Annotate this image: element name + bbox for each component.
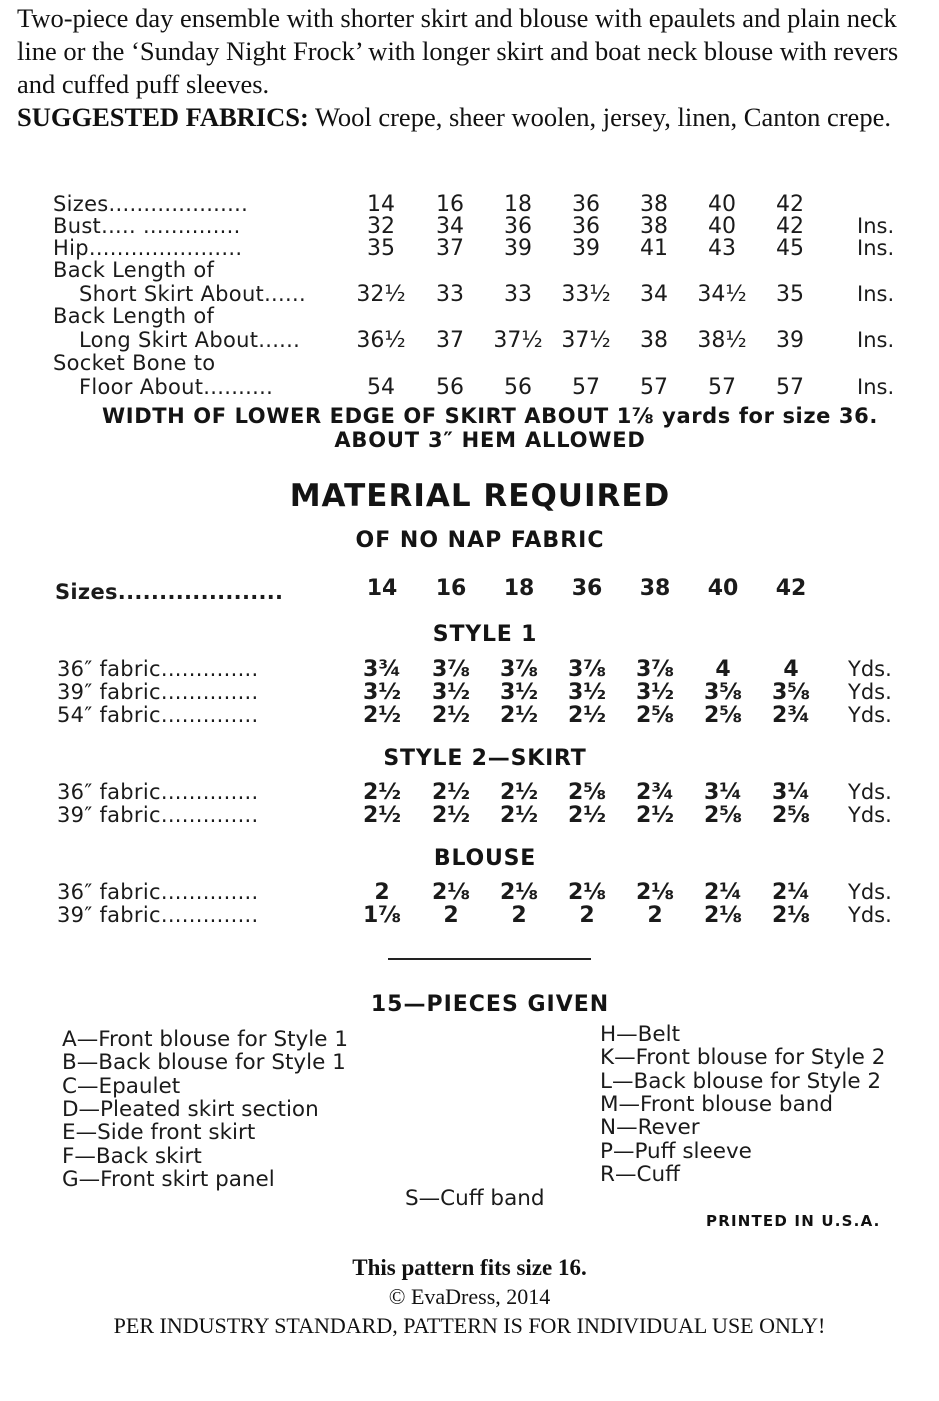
material-value: 2⅛ (771, 903, 811, 928)
measure-value: 57 (776, 375, 804, 400)
material-value: 2¾ (771, 703, 811, 728)
copyright: © EvaDress, 2014 (388, 1284, 551, 1309)
measure-value: 14 (367, 192, 395, 217)
measure-unit: Ins. (857, 282, 895, 306)
piece-item: R—Cuff (600, 1161, 680, 1187)
material-value: 2½ (635, 803, 675, 828)
material-size: 14 (366, 576, 398, 601)
measure-label: Back Length of (53, 258, 215, 282)
material-value: 2½ (499, 803, 539, 828)
piece-item: D—Pleated skirt section (62, 1096, 319, 1122)
measure-value: 35 (367, 236, 395, 261)
material-value: 2½ (362, 703, 402, 728)
material-value: 3⅞ (635, 657, 675, 682)
piece-item: P—Puff sleeve (600, 1138, 752, 1164)
material-row-label: 36″ fabric.............. (57, 657, 259, 681)
material-value: 2 (443, 903, 459, 928)
material-row-label: 39″ fabric.............. (57, 903, 259, 927)
piece-item: M—Front blouse band (600, 1091, 834, 1117)
measure-value: 32 (367, 214, 395, 239)
measure-value: 34 (640, 282, 668, 307)
material-value: 2⅝ (635, 703, 675, 728)
material-value: 2⅝ (703, 803, 743, 828)
material-value: 3½ (362, 680, 402, 705)
material-value: 2½ (362, 803, 402, 828)
material-value: 3⅞ (431, 657, 471, 682)
piece-item: K—Front blouse for Style 2 (600, 1045, 886, 1071)
hem-note: ABOUT 3″ HEM ALLOWED (334, 428, 646, 452)
material-value: 2⅛ (431, 880, 471, 905)
measure-value: 40 (708, 214, 736, 239)
measure-value: 42 (776, 192, 804, 217)
measure-value: 37½ (493, 328, 543, 353)
measure-value: 38 (640, 328, 668, 353)
material-value: 2½ (431, 780, 471, 805)
pattern-description (17, 2, 922, 134)
material-value: 2½ (431, 703, 471, 728)
measure-value: 36½ (356, 328, 406, 353)
measure-value: 56 (504, 375, 532, 400)
material-value: 2⅝ (567, 780, 607, 805)
piece-item: G—Front skirt panel (62, 1166, 275, 1192)
material-unit: Yds. (848, 803, 892, 827)
material-value: 2½ (499, 703, 539, 728)
material-sizes-label: Sizes.................... (55, 580, 284, 604)
measure-value: 39 (504, 236, 532, 261)
material-value: 1⅞ (362, 903, 402, 928)
material-value: 2 (647, 903, 663, 928)
material-size: 18 (503, 576, 535, 601)
measure-value: 56 (436, 375, 464, 400)
measure-value: 33 (436, 282, 464, 307)
material-value: 2½ (362, 780, 402, 805)
measure-value: 38 (640, 192, 668, 217)
measure-value: 57 (572, 375, 600, 400)
material-value: 3⅝ (703, 680, 743, 705)
measure-value: 32½ (356, 282, 406, 307)
measure-unit: Ins. (857, 375, 895, 399)
measure-sublabel: Floor About.......... (79, 375, 274, 399)
measure-value: 41 (640, 236, 668, 261)
piece-item: L—Back blouse for Style 2 (600, 1068, 882, 1094)
piece-item: E—Side front skirt (62, 1120, 256, 1146)
material-unit: Yds. (848, 703, 892, 727)
material-value: 3⅝ (771, 680, 811, 705)
material-title: MATERIAL REQUIRED (289, 478, 671, 514)
material-value: 3½ (567, 680, 607, 705)
material-value: 2⅝ (703, 703, 743, 728)
measure-value: 57 (640, 375, 668, 400)
material-subtitle: OF NO NAP FABRIC (355, 528, 605, 553)
material-value: 3⅞ (499, 657, 539, 682)
material-unit: Yds. (848, 880, 892, 904)
measure-value: 18 (504, 192, 532, 217)
measure-label: Sizes.................... (53, 192, 249, 216)
material-row-label: 54″ fabric.............. (57, 703, 259, 727)
material-row-label: 36″ fabric.............. (57, 780, 259, 804)
measure-value: 16 (436, 192, 464, 217)
measure-sublabel: Short Skirt About...... (79, 282, 306, 306)
material-value: 2½ (431, 803, 471, 828)
measure-label: Hip...................... (53, 236, 243, 260)
measure-value: 33 (504, 282, 532, 307)
material-value: 2½ (567, 803, 607, 828)
measure-value: 34½ (697, 282, 747, 307)
measure-value: 57 (708, 375, 736, 400)
fit-note: This pattern fits size 16. (352, 1255, 587, 1280)
measure-value: 37 (436, 236, 464, 261)
measure-label: Back Length of (53, 304, 215, 328)
material-value: 3⅞ (567, 657, 607, 682)
material-unit: Yds. (848, 657, 892, 681)
piece-item: N—Rever (600, 1115, 700, 1141)
material-value: 2⅛ (703, 903, 743, 928)
material-value: 2 (374, 880, 390, 905)
fabrics-label: SUGGESTED FABRICS: (17, 102, 309, 132)
material-value: 2⅛ (567, 880, 607, 905)
measure-sublabel: Long Skirt About...... (79, 328, 301, 352)
piece-item: H—Belt (600, 1022, 681, 1047)
printed-in-usa: PRINTED IN U.S.A. (706, 1212, 881, 1230)
measure-value: 37 (436, 328, 464, 353)
measure-value: 42 (776, 214, 804, 239)
measure-value: 36 (504, 214, 532, 239)
measure-unit: Ins. (857, 328, 895, 352)
pieces-title: 15—PIECES GIVEN (370, 992, 610, 1017)
material-section-title: STYLE 1 (432, 622, 538, 647)
material-value: 2⅛ (635, 880, 675, 905)
material-section-title: STYLE 2—SKIRT (383, 746, 587, 771)
measure-value: 45 (776, 236, 804, 261)
material-value: 3¼ (771, 780, 811, 805)
material-unit: Yds. (848, 680, 892, 704)
measure-value: 37½ (561, 328, 611, 353)
material-unit: Yds. (848, 780, 892, 804)
measure-label: Socket Bone to (53, 351, 216, 375)
measure-value: 40 (708, 192, 736, 217)
material-unit: Yds. (848, 903, 892, 927)
material-section-title: BLOUSE (433, 846, 537, 871)
material-value: 2¾ (635, 780, 675, 805)
measure-value: 35 (776, 282, 804, 307)
measure-value: 36 (572, 214, 600, 239)
measure-value: 54 (367, 375, 395, 400)
divider (388, 958, 591, 960)
material-value: 2 (511, 903, 527, 928)
material-value: 2 (579, 903, 595, 928)
material-value: 3½ (635, 680, 675, 705)
measure-value: 36 (572, 192, 600, 217)
measure-value: 43 (708, 236, 736, 261)
fabrics-text: Wool crepe, sheer woolen, jersey, linen, Canton crepe. (314, 102, 891, 132)
material-value: 4 (783, 657, 799, 682)
piece-item: C—Epaulet (62, 1073, 181, 1099)
material-value: 2¼ (703, 880, 743, 905)
material-row-label: 39″ fabric.............. (57, 680, 259, 704)
material-value: 2½ (567, 703, 607, 728)
measure-label: Bust..... .............. (53, 214, 241, 238)
material-size: 42 (775, 576, 807, 601)
material-value: 3½ (499, 680, 539, 705)
material-value: 2⅝ (771, 803, 811, 828)
usage-notice: PER INDUSTRY STANDARD, PATTERN IS FOR INDIVIDUAL USE ONLY! (113, 1313, 826, 1338)
measure-value: 38 (640, 214, 668, 239)
measure-value: 33½ (561, 282, 611, 307)
skirt-width-note: WIDTH OF LOWER EDGE OF SKIRT ABOUT 1⅞ yards for size 36. (102, 404, 878, 428)
material-size: 16 (435, 576, 467, 601)
piece-item: B—Back blouse for Style 1 (62, 1050, 346, 1076)
material-value: 3¾ (362, 657, 402, 682)
material-value: 2⅛ (499, 880, 539, 905)
piece-item: F—Back skirt (62, 1143, 202, 1169)
measure-unit: Ins. (857, 214, 895, 238)
measure-value: 38½ (697, 328, 747, 353)
piece-item-s: S—Cuff band (405, 1186, 545, 1211)
measure-unit: Ins. (857, 236, 895, 260)
material-size: 36 (571, 576, 603, 601)
material-value: 3½ (431, 680, 471, 705)
material-value: 3¼ (703, 780, 743, 805)
measure-value: 39 (572, 236, 600, 261)
material-value: 2½ (499, 780, 539, 805)
material-value: 4 (715, 657, 731, 682)
material-size: 38 (639, 576, 671, 601)
material-size: 40 (707, 576, 739, 601)
piece-item: A—Front blouse for Style 1 (62, 1027, 348, 1052)
measure-value: 34 (436, 214, 464, 239)
material-row-label: 36″ fabric.............. (57, 880, 259, 904)
description-text: Two-piece day ensemble with shorter skirt and blouse with epaulets and plain neck line or the ‘Sunday Night Frock’ with longer skirt and boat neck blouse with revers and cuffed puff sleeves. (17, 3, 899, 99)
material-value: 2¼ (771, 880, 811, 905)
material-row-label: 39″ fabric.............. (57, 803, 259, 827)
measure-value: 39 (776, 328, 804, 353)
